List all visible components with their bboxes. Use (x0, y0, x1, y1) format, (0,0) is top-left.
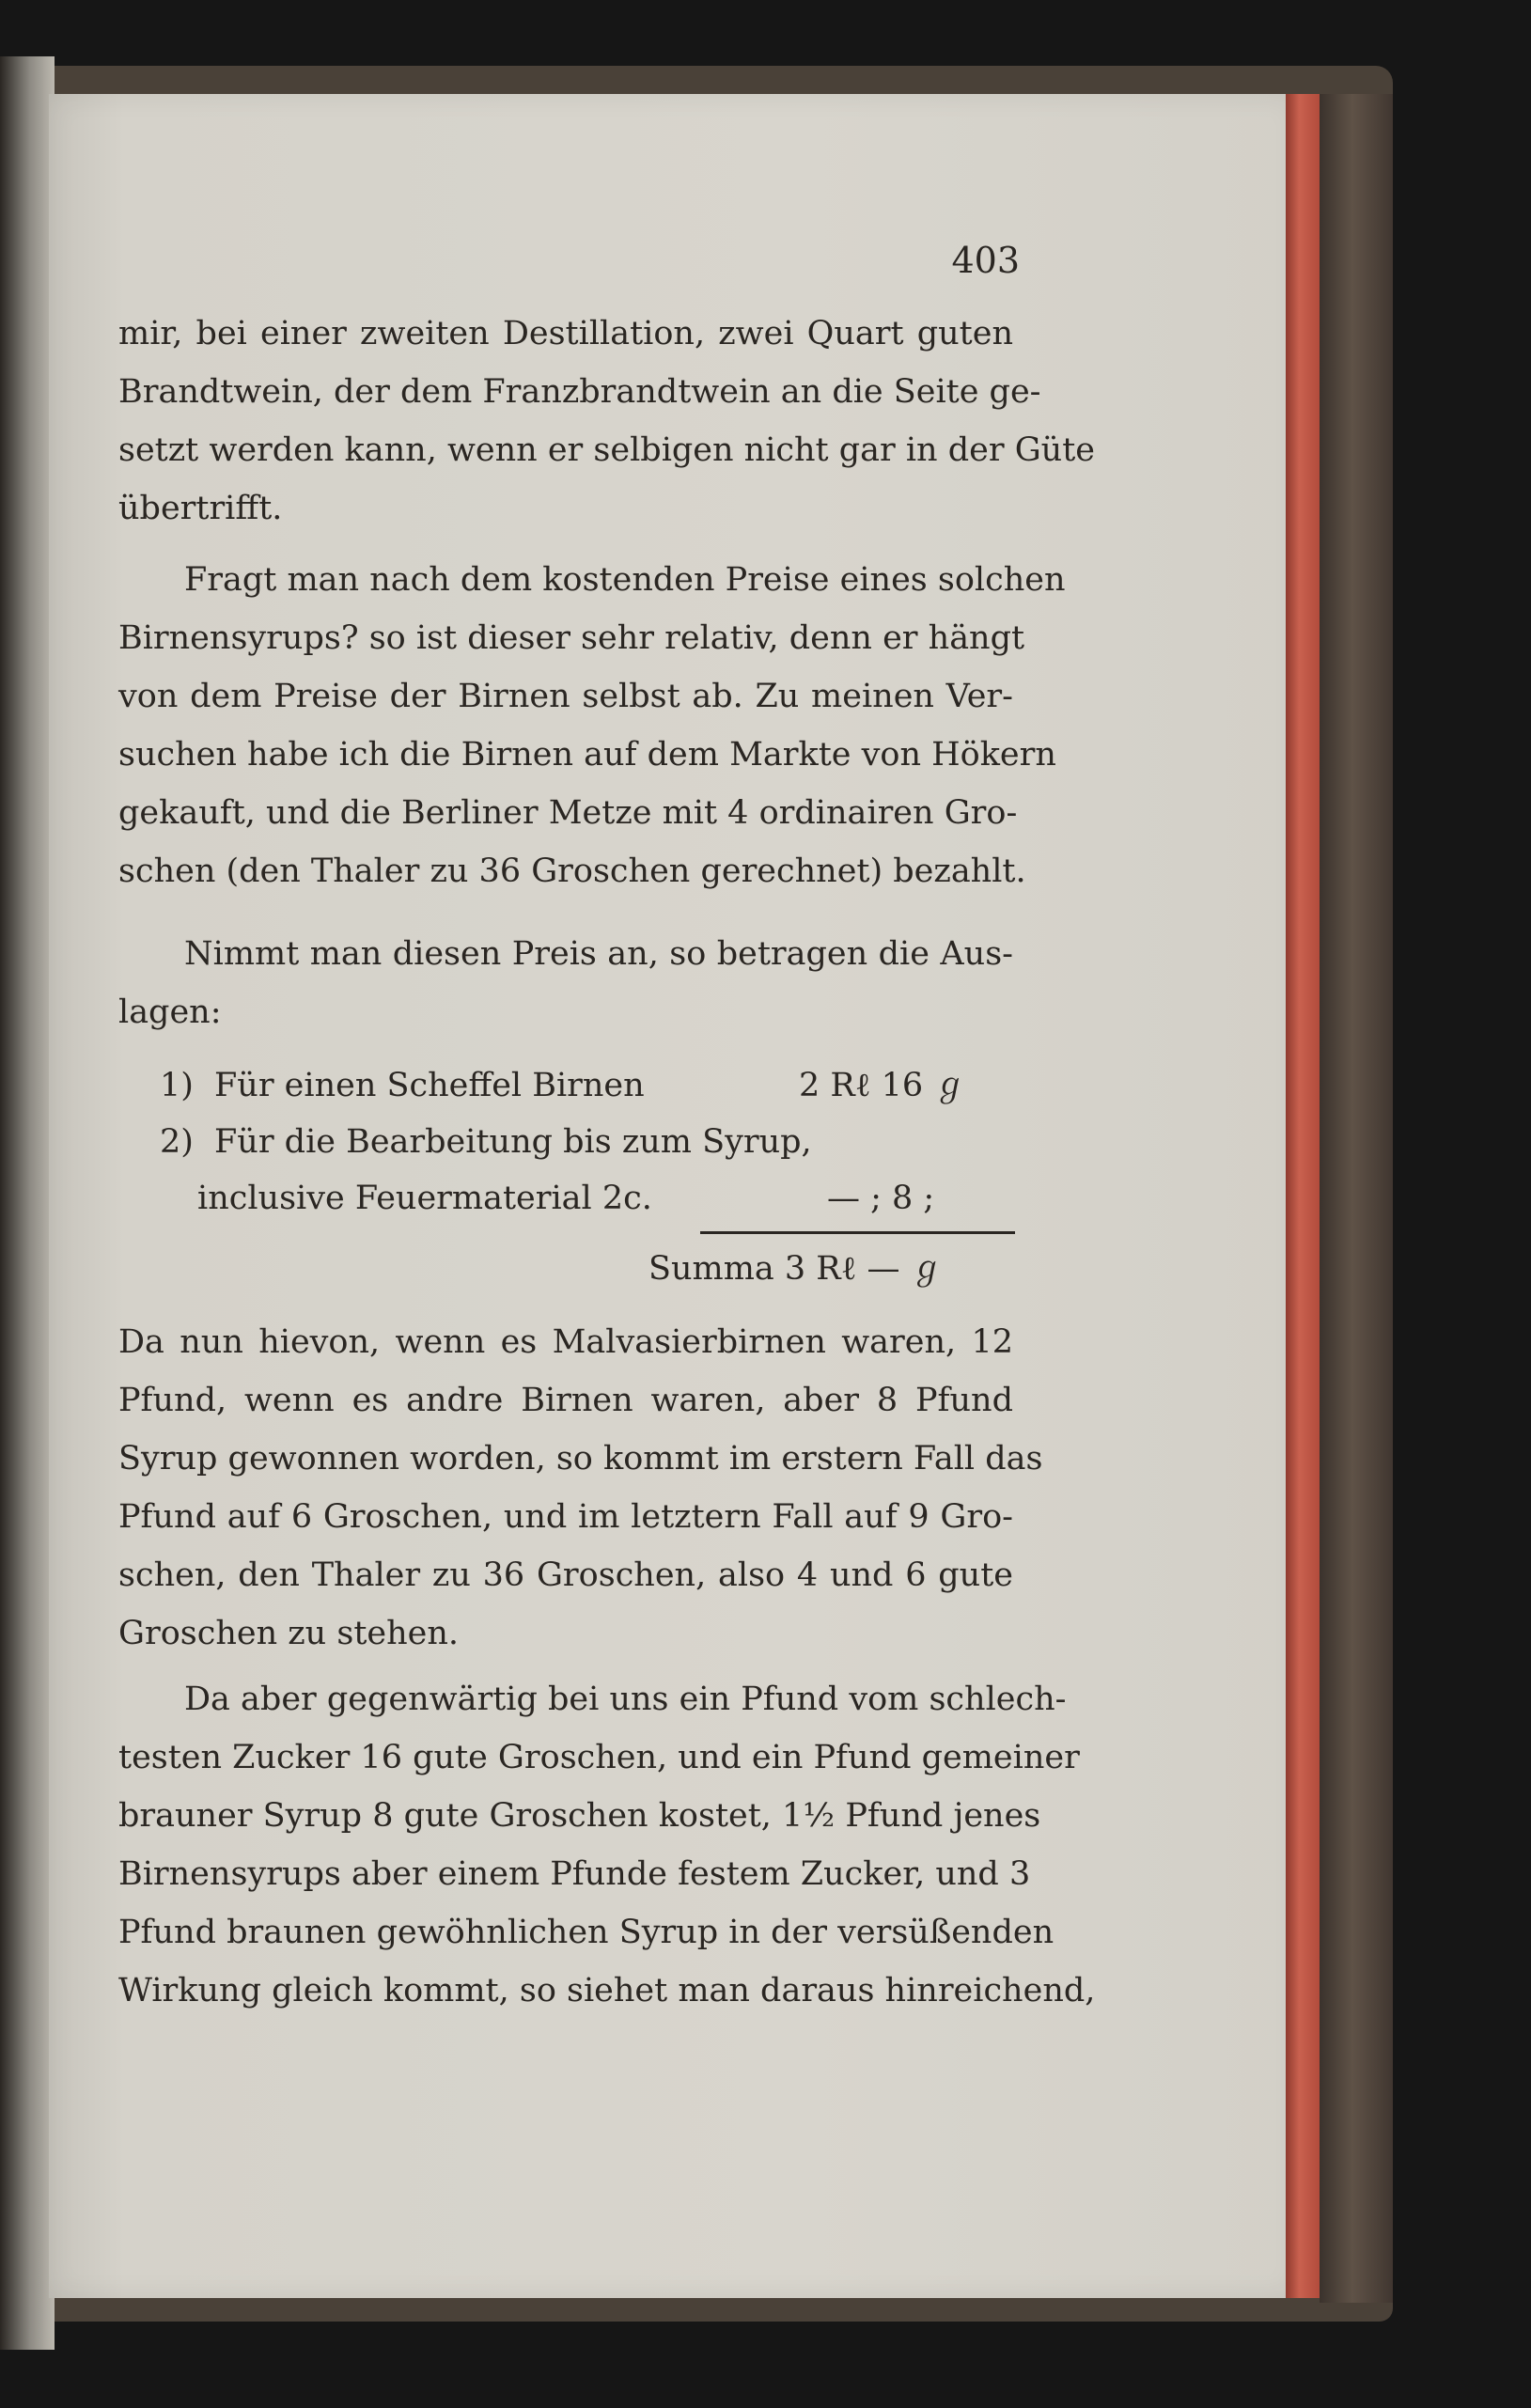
text-line: brauner Syrup 8 gute Groschen kostet, 1½ Pfund jenes (118, 1797, 1041, 1835)
text-line: Birnensyrups? so ist dieser sehr relativ, denn er hängt (118, 619, 1025, 657)
page-number: 403 (951, 240, 1020, 281)
text-line: Pfund, wenn es andre Birnen waren, aber 8 Pfund (118, 1382, 1013, 1419)
text-line: Brandtwein, der dem Franzbrandtwein an die Seite ge- (118, 373, 1041, 411)
text-line: Wirkung gleich kommt, so siehet man daraus hinreichend, (118, 1972, 1096, 2009)
book-spine (1320, 94, 1393, 2303)
text-line: von dem Preise der Birnen selbst ab. Zu meinen Ver- (118, 678, 1013, 715)
text-line: Pfund auf 6 Groschen, und im letztern Fall auf 9 Gro- (118, 1498, 1013, 1536)
text-line: testen Zucker 16 gute Groschen, und ein Pfund gemeiner (118, 1739, 1080, 1776)
item-text: inclusive Feuermaterial 2c. (197, 1180, 652, 1217)
text-line: Pfund braunen gewöhnlichen Syrup in der versüßenden (118, 1914, 1055, 1951)
text-line: Syrup gewonnen worden, so kommt im erstern Fall das (118, 1440, 1043, 1478)
text-line: setzt werden kann, wenn er selbigen nicht gar in der Güte (118, 431, 1095, 469)
red-page-edge (1286, 94, 1320, 2298)
cost-item-continuation (160, 1180, 1015, 1217)
item-text: Für einen Scheffel Birnen (214, 1067, 645, 1104)
item-number: 1) (160, 1067, 194, 1104)
item-amount: — ; 8 ; (827, 1180, 935, 1217)
cost-item (160, 1067, 1015, 1104)
item-text: Für die Bearbeitung bis zum Syrup, (214, 1123, 812, 1161)
text-line: lagen: (118, 993, 222, 1031)
text-line: Nimmt man diesen Preis an, so betragen die Aus- (184, 935, 1013, 973)
text-line: Fragt man nach dem kostenden Preise eines solchen (184, 561, 1066, 599)
text-line: mir, bei einer zweiten Destillation, zwei Quart guten (118, 315, 1013, 352)
text-line: Da nun hievon, wenn es Malvasierbirnen waren, 12 (118, 1323, 1013, 1361)
cost-item (160, 1123, 1015, 1161)
sum-rule (700, 1231, 1015, 1234)
text-line: suchen habe ich die Birnen auf dem Markte von Hökern (118, 736, 1056, 774)
text-line: Groschen zu stehen. (118, 1615, 460, 1652)
page-stack-left-edge (0, 56, 55, 2350)
text-line: übertrifft. (118, 490, 283, 527)
text-line: gekauft, und die Berliner Metze mit 4 ordinairen Gro- (118, 794, 1018, 832)
sum-line: Summa 3 Rℓ — ℊ (648, 1250, 944, 1288)
item-number: 2) (160, 1123, 194, 1161)
item-amount: 2 Rℓ 16 ℊ (799, 1067, 967, 1104)
text-line: Birnensyrups aber einem Pfunde festem Zucker, und 3 (118, 1855, 1031, 1893)
text-line: schen (den Thaler zu 36 Groschen gerechnet) bezahlt. (118, 852, 1026, 890)
text-line: Da aber gegenwärtig bei uns ein Pfund vom schlech- (184, 1681, 1067, 1718)
text-line: schen, den Thaler zu 36 Groschen, also 4 und 6 gute (118, 1556, 1013, 1594)
